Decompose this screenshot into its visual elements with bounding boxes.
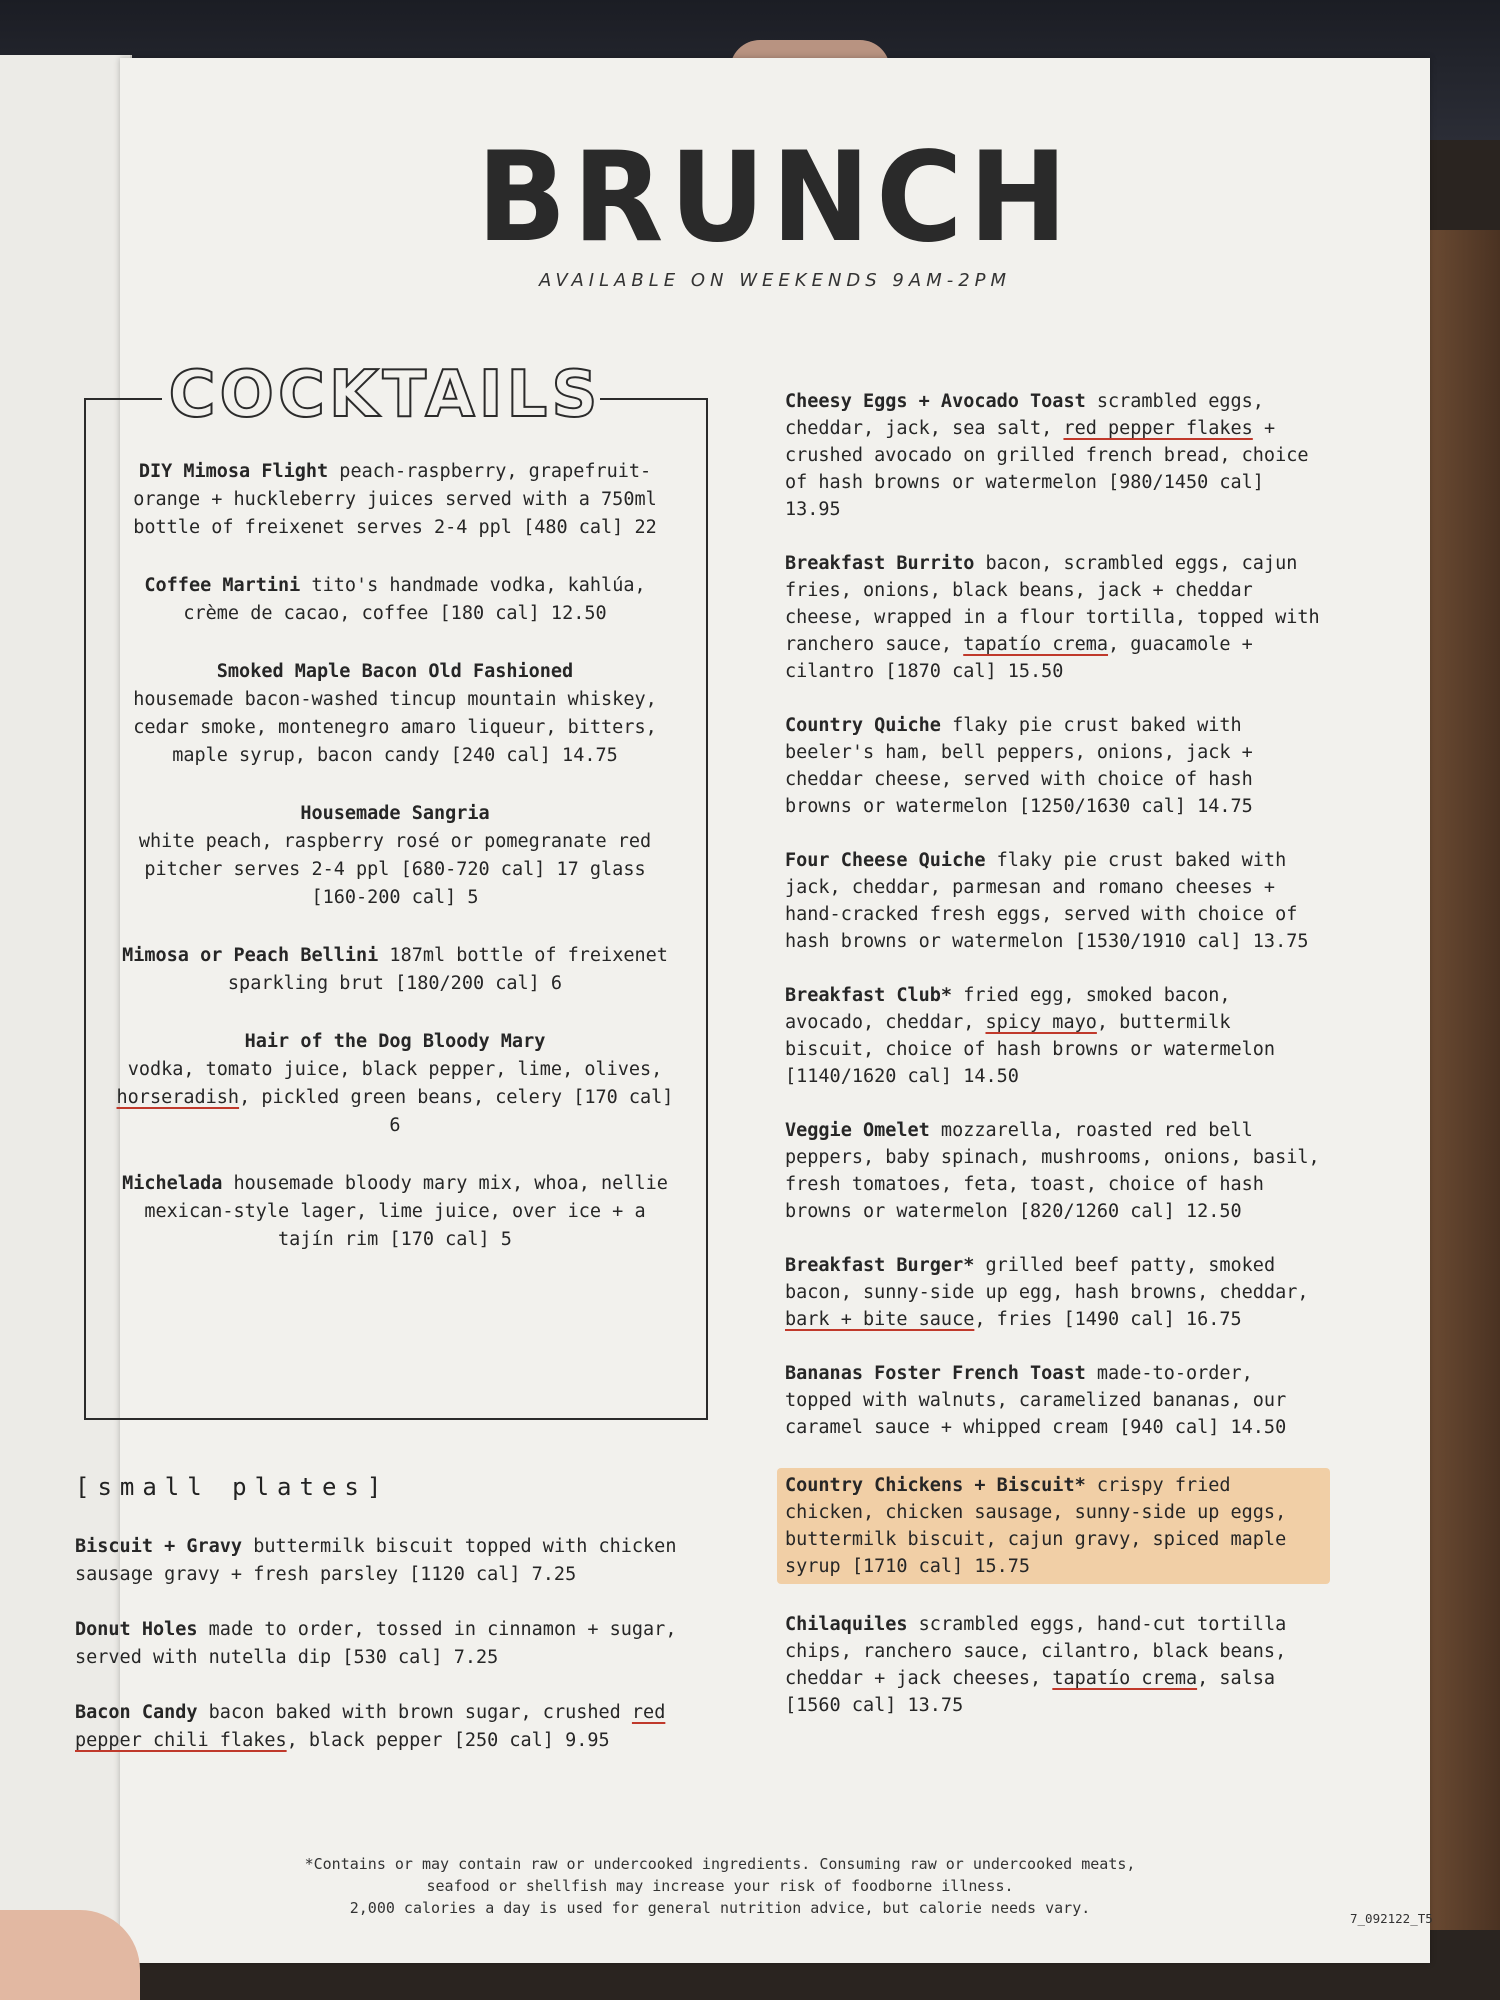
item-desc: , pickled green beans, celery [170 cal] 6 (239, 1087, 674, 1136)
menu-code: 7_092122_T5 (1350, 1911, 1433, 1926)
underlined-text: red pepper chili flakes (75, 1702, 666, 1751)
item-name: Breakfast Burrito (785, 553, 975, 574)
item-desc: , buttermilk biscuit, choice of hash browns or watermelon [1140/1620 cal] 14.50 (785, 1012, 1276, 1087)
menu-item (785, 712, 1330, 820)
item-name: Bacon Candy (75, 1702, 198, 1723)
item-desc: white peach, raspberry rosé or pomegranate red pitcher serves 2-4 ppl [680-720 cal] 17 glass [160-200 cal] 5 (138, 831, 652, 908)
item-desc: tito's handmade vodka, kahlúa, crème de cacao, coffee [180 cal] 12.50 (183, 575, 646, 624)
menu-item (785, 1117, 1330, 1225)
item-name: Mimosa or Peach Bellini (122, 945, 379, 966)
item-name: Breakfast Club* (785, 985, 953, 1006)
item-name: Country Quiche (785, 715, 941, 736)
item-name: Biscuit + Gravy (75, 1536, 243, 1557)
thumb (0, 1910, 140, 2000)
menu-item (75, 1616, 695, 1672)
menu-header (120, 124, 1430, 291)
item-desc: 187ml bottle of freixenet sparkling brut [180/200 cal] 6 (227, 945, 668, 994)
cocktails-title: COCKTAILS (168, 358, 602, 432)
underlined-text: bark + bite sauce (785, 1309, 975, 1330)
highlighted-menu-item (777, 1468, 1330, 1584)
item-desc: + crushed avocado on grilled french bread, choice of hash browns or watermelon [980/1450 cal] 13.95 (785, 418, 1309, 520)
menu-item (90, 800, 700, 912)
small-plates-list (75, 1533, 695, 1782)
item-name: Cheesy Eggs + Avocado Toast (785, 391, 1086, 412)
item-desc: flaky pie crust baked with beeler's ham, bell peppers, onions, jack + cheddar cheese, served with choice of hash browns or watermelon [1250/1630 cal] 14.75 (785, 715, 1253, 817)
item-name: Bananas Foster French Toast (785, 1363, 1086, 1384)
menu-subtitle: AVAILABLE ON WEEKENDS 9AM-2PM (538, 270, 1012, 291)
menu-page (75, 58, 1433, 1963)
item-name: Smoked Maple Bacon Old Fashioned (216, 661, 574, 682)
item-name: Four Cheese Quiche (785, 850, 986, 871)
item-name: Veggie Omelet (785, 1120, 930, 1141)
item-name: Hair of the Dog Bloody Mary (244, 1031, 546, 1052)
menu-item (785, 1611, 1330, 1719)
item-desc: bacon, scrambled eggs, cajun fries, onions, black beans, jack + cheddar cheese, wrapped in a flour tortilla, topped with ranchero sauce, (785, 553, 1320, 655)
mains-list (785, 388, 1330, 1746)
menu-item (90, 572, 700, 628)
disclaimer-text: *Contains or may contain raw or undercooked ingredients. Consuming raw or undercooked meats, seafood or shellfish may increase your risk of foodborne illness. (304, 1855, 1136, 1895)
item-desc: made to order, tossed in cinnamon + sugar, served with nutella dip [530 cal] 7.25 (75, 1619, 677, 1668)
item-desc: peach-raspberry, grapefruit-orange + huckleberry juices served with a 750ml bottle of freixenet serves 2-4 ppl [480 cal] 22 (133, 461, 657, 538)
menu-item (785, 1252, 1330, 1333)
item-desc: housemade bloody mary mix, whoa, nellie mexican-style lager, lime juice, over ice + a tajín rim [170 cal] 5 (144, 1173, 668, 1250)
calorie-note: 2,000 calories a day is used for general nutrition advice, but calorie needs vary. (349, 1899, 1091, 1917)
menu-item (90, 458, 700, 542)
item-desc: grilled beef patty, smoked bacon, sunny-side up egg, hash browns, cheddar, (785, 1255, 1309, 1303)
menu-item (785, 388, 1330, 523)
underlined-text: tapatío crema (963, 634, 1109, 655)
menu-item (90, 942, 700, 998)
menu-item (785, 550, 1330, 685)
item-desc: flaky pie crust baked with jack, cheddar, parmesan and romano cheeses + hand-cracked fresh eggs, served with choice of hash browns or watermelon [1530/1910 cal] 13.75 (785, 850, 1309, 952)
item-desc: bacon baked with brown sugar, crushed (197, 1702, 632, 1723)
item-desc: , fries [1490 cal] 16.75 (974, 1309, 1242, 1330)
item-name: Chilaquiles (785, 1614, 908, 1635)
menu-title: BRUNCH (476, 124, 1074, 270)
item-name: Donut Holes (75, 1619, 198, 1640)
item-desc: housemade bacon-washed tincup mountain whiskey, cedar smoke, montenegro amaro liqueur, bitters, maple syrup, bacon candy [240 cal] 14.75 (133, 689, 657, 766)
item-desc: vodka, tomato juice, black pepper, lime, olives, (127, 1059, 663, 1080)
cocktail-list (90, 458, 700, 1284)
item-desc: , black pepper [250 cal] 9.95 (286, 1730, 610, 1751)
item-desc: , guacamole + cilantro [1870 cal] 15.50 (785, 634, 1253, 682)
item-desc: fried egg, smoked bacon, avocado, cheddar, (785, 985, 1231, 1033)
box-border (600, 398, 706, 400)
menu-cover-edge (1430, 230, 1500, 1930)
item-desc: , salsa [1560 cal] 13.75 (785, 1668, 1276, 1716)
item-desc: made-to-order, topped with walnuts, caramelized bananas, our caramel sauce + whipped cream [940 cal] 14.50 (785, 1363, 1287, 1438)
item-name: Michelada (122, 1173, 223, 1194)
item-desc: scrambled eggs, hand-cut tortilla chips, ranchero sauce, cilantro, black beans, cheddar + jack cheeses, (785, 1614, 1287, 1689)
footer-disclaimer (270, 1853, 1170, 1919)
menu-item (75, 1533, 695, 1589)
underlined-text: red pepper flakes (1063, 418, 1253, 439)
menu-item (785, 1360, 1330, 1441)
menu-item (75, 1699, 695, 1755)
menu-item (90, 1170, 700, 1254)
item-desc: crispy fried chicken, chicken sausage, sunny-side up eggs, buttermilk biscuit, cajun gravy, spiced maple syrup [1710 cal] 15.75 (785, 1475, 1287, 1577)
menu-item (785, 982, 1330, 1090)
underlined-text: tapatío crema (1052, 1668, 1198, 1689)
menu-item (90, 658, 700, 770)
menu-item (90, 1028, 700, 1140)
item-name: DIY Mimosa Flight (138, 461, 329, 482)
item-name: Housemade Sangria (300, 803, 490, 824)
underlined-text: horseradish (116, 1087, 240, 1108)
item-name: Coffee Martini (144, 575, 301, 596)
small-plates-title: [small plates] (75, 1473, 390, 1501)
menu-item (785, 847, 1330, 955)
item-name: Breakfast Burger* (785, 1255, 975, 1276)
item-name: Country Chickens + Biscuit* (785, 1475, 1086, 1496)
item-desc: mozzarella, roasted red bell peppers, baby spinach, mushrooms, onions, basil, fresh tomatoes, feta, toast, choice of hash browns or watermelon [820/1260 cal] 12.50 (785, 1120, 1320, 1222)
underlined-text: spicy mayo (985, 1012, 1097, 1033)
box-border (84, 398, 162, 400)
item-desc: scrambled eggs, cheddar, jack, sea salt, (785, 391, 1264, 439)
item-desc: buttermilk biscuit topped with chicken sausage gravy + fresh parsley [1120 cal] 7.25 (75, 1536, 677, 1585)
